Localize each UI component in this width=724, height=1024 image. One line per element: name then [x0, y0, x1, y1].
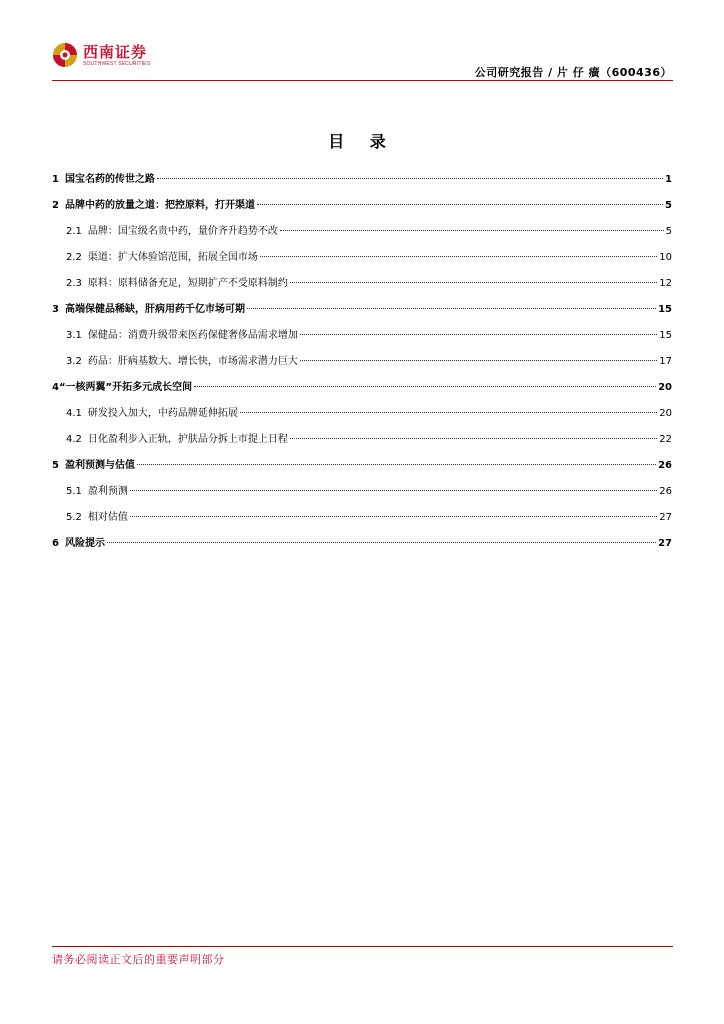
toc-leader-dots	[130, 490, 657, 491]
table-of-contents	[52, 170, 672, 560]
toc-entry[interactable]	[52, 534, 672, 560]
toc-leader-dots	[107, 542, 656, 543]
toc-entry-number: 3	[52, 304, 59, 315]
toc-subentry[interactable]	[52, 248, 672, 274]
logo-english-name: SOUTHWEST SECURITIES	[83, 61, 151, 67]
toc-entry-title: 原料：原料储备充足，短期扩产不受原料制约	[87, 278, 288, 289]
toc-entry[interactable]	[52, 456, 672, 482]
report-title: 公司研究报告 / 片 仔 癀（600436）	[474, 66, 672, 79]
toc-entry-page: 5	[665, 226, 672, 237]
toc-entry-title: 盈利预测与估值	[64, 460, 135, 471]
toc-leader-dots	[290, 282, 657, 283]
toc-entry-title: 日化盈利步入正轨，护肤品分拆上市提上日程	[87, 434, 288, 445]
toc-entry-page: 22	[659, 434, 672, 445]
toc-entry-page: 26	[659, 486, 672, 497]
toc-leader-dots	[257, 204, 663, 205]
toc-entry-page: 17	[659, 356, 672, 367]
toc-entry-number: 5.1	[66, 486, 82, 497]
toc-subentry[interactable]	[52, 326, 672, 352]
logo-emblem-icon	[52, 42, 78, 68]
toc-entry-title: 品牌中药的放量之道：把控原料，打开渠道	[64, 200, 255, 211]
toc-entry-title: 渠道：扩大体验馆范围，拓展全国市场	[87, 252, 258, 263]
toc-entry-page: 27	[658, 538, 672, 549]
toc-entry-number: 4.1	[66, 408, 82, 419]
toc-entry-title: “一核两翼”开拓多元成长空间	[58, 382, 193, 393]
toc-entry-number: 4	[52, 382, 59, 393]
toc-subentry[interactable]	[52, 274, 672, 300]
toc-leader-dots	[300, 334, 657, 335]
toc-leader-dots	[290, 438, 657, 439]
toc-leader-dots	[130, 516, 657, 517]
toc-leader-dots	[247, 308, 656, 309]
footer-disclaimer-notice: 请务必阅读正文后的重要声明部分	[52, 953, 225, 966]
footer-divider	[52, 946, 673, 947]
toc-entry-page: 5	[665, 200, 672, 211]
toc-entry-page: 15	[659, 330, 672, 341]
toc-leader-dots	[300, 360, 657, 361]
toc-entry-title: 风险提示	[64, 538, 105, 549]
toc-heading: 目 录	[328, 132, 396, 151]
toc-entry-title: 国宝名药的传世之路	[64, 174, 155, 185]
toc-entry-page: 26	[658, 460, 672, 471]
toc-entry-number: 4.2	[66, 434, 82, 445]
toc-entry[interactable]	[52, 378, 672, 404]
toc-entry-number: 6	[52, 538, 59, 549]
toc-subentry[interactable]	[52, 508, 672, 534]
header-divider	[52, 80, 673, 81]
toc-entry-number: 2.2	[66, 252, 82, 263]
toc-entry[interactable]	[52, 170, 672, 196]
toc-entry-number: 3.1	[66, 330, 82, 341]
toc-leader-dots	[194, 386, 656, 387]
toc-subentry[interactable]	[52, 404, 672, 430]
toc-entry-page: 15	[658, 304, 672, 315]
toc-entry-title: 相对估值	[87, 512, 128, 523]
toc-leader-dots	[240, 412, 657, 413]
toc-subentry[interactable]	[52, 430, 672, 456]
toc-subentry[interactable]	[52, 482, 672, 508]
toc-entry-number: 2	[52, 200, 59, 211]
toc-entry-number: 2.1	[66, 226, 82, 237]
toc-entry-number: 1	[52, 174, 59, 185]
toc-leader-dots	[137, 464, 656, 465]
toc-entry-page: 20	[658, 382, 672, 393]
toc-entry-number: 5	[52, 460, 59, 471]
toc-entry-number: 2.3	[66, 278, 82, 289]
toc-entry-page: 1	[665, 174, 672, 185]
page-header	[52, 38, 672, 82]
toc-entry[interactable]	[52, 300, 672, 326]
toc-entry-title: 盈利预测	[87, 486, 128, 497]
toc-entry-title: 研发投入加大，中药品牌延伸拓展	[87, 408, 238, 419]
toc-entry-title: 保健品：消费升级带来医药保健奢侈品需求增加	[87, 330, 298, 341]
toc-entry-title: 品牌：国宝级名贵中药，量价齐升趋势不改	[87, 226, 278, 237]
toc-leader-dots	[157, 178, 663, 179]
toc-leader-dots	[260, 256, 657, 257]
toc-entry-page: 10	[659, 252, 672, 263]
toc-entry-number: 3.2	[66, 356, 82, 367]
toc-leader-dots	[280, 230, 664, 231]
toc-subentry[interactable]	[52, 352, 672, 378]
toc-subentry[interactable]	[52, 222, 672, 248]
toc-entry-title: 高端保健品稀缺，肝病用药千亿市场可期	[64, 304, 245, 315]
logo-chinese-name: 西南证券	[83, 43, 148, 61]
toc-entry[interactable]	[52, 196, 672, 222]
toc-entry-title: 药品：肝病基数大、增长快，市场需求潜力巨大	[87, 356, 298, 367]
toc-entry-page: 20	[659, 408, 672, 419]
company-logo	[52, 42, 150, 74]
toc-entry-number: 5.2	[66, 512, 82, 523]
toc-entry-page: 27	[659, 512, 672, 523]
toc-entry-page: 12	[659, 278, 672, 289]
